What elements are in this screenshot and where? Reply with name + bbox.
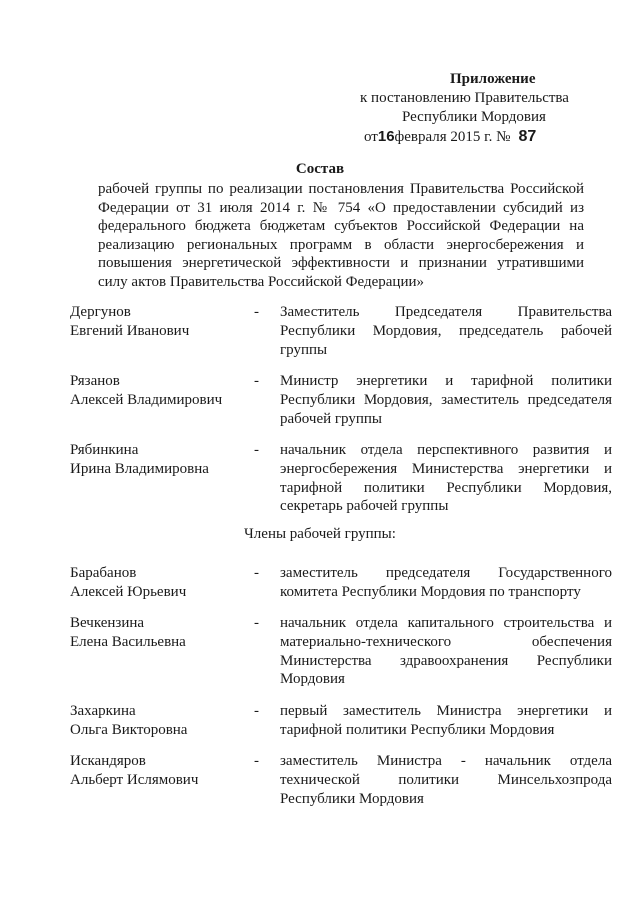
date-prefix: от: [364, 129, 378, 145]
person-given-names: Елена Васильевна: [70, 633, 186, 650]
members-heading: Члены рабочей группы:: [244, 526, 396, 542]
person-given-names: Ирина Владимировна: [70, 460, 209, 477]
person-role: начальник отдела перспективного развития и энергосбережения Министерства энергетики и тарифной политики Республики Мордовия, секретарь рабочей группы: [280, 442, 612, 515]
person-role: начальник отдела капитального строительства и материально-технического обеспечения Министерства здравоохранения Республики Мордовия: [280, 615, 612, 688]
person-surname: Искандяров: [70, 753, 146, 769]
person-name: [70, 702, 245, 740]
composition-title: Состав: [295, 161, 345, 177]
appendix-header: [360, 70, 590, 147]
separator-dash: -: [254, 442, 259, 458]
date-day-handwritten: 16: [377, 128, 395, 145]
composition-description: рабочей группы по реализации постановления Правительства Российской Федерации от 31 июля 2014 г. № 754 «О предоставлении субсидий из федерального бюджета бюджетам субъектов Российской Федерации на реализацию региональных программ в области энергосбережения и повышения энергетической эффективности и признании утратившими силу актов Правительства Российской Федерации»: [98, 181, 584, 290]
person-surname: Барабанов: [70, 565, 137, 581]
person-role: первый заместитель Министра энергетики и тарифной политики Республики Мордовия: [280, 703, 612, 738]
person-given-names: Ольга Викторовна: [70, 721, 188, 738]
separator-dash: -: [254, 615, 259, 631]
person-given-names: Алексей Юрьевич: [70, 583, 187, 600]
person-given-names: Альберт Ислямович: [70, 771, 199, 788]
appendix-title: Приложение: [450, 71, 536, 87]
appendix-line-decree: к постановлению Правительства: [360, 90, 569, 106]
person-name: [70, 564, 245, 602]
person-surname: Рязанов: [70, 373, 120, 389]
person-given-names: Евгений Иванович: [70, 322, 190, 339]
person-name: [70, 303, 245, 341]
person-role: Министр энергетики и тарифной политики Республики Мордовия, заместитель председателя рабочей группы: [280, 373, 612, 427]
separator-dash: -: [254, 753, 259, 769]
decree-number-handwritten: 87: [518, 128, 537, 145]
person-surname: Рябинкина: [70, 442, 139, 458]
separator-dash: -: [254, 565, 259, 581]
person-surname: Вечкензина: [70, 615, 145, 631]
separator-dash: -: [254, 373, 259, 389]
appendix-line-date: [360, 127, 590, 147]
separator-dash: -: [254, 703, 259, 719]
appendix-line-republic: Республики Мордовия: [402, 109, 546, 125]
person-name: [70, 752, 245, 790]
person-surname: Дергунов: [70, 304, 131, 320]
person-name: [70, 614, 245, 652]
person-given-names: Алексей Владимирович: [70, 391, 223, 408]
person-role: заместитель председателя Государственного комитета Республики Мордовия по транспорту: [280, 565, 612, 600]
date-rest: февраля 2015 г. №: [394, 129, 511, 145]
person-role: Заместитель Председателя Правительства Республики Мордовия, председатель рабочей группы: [280, 304, 612, 358]
separator-dash: -: [254, 304, 259, 320]
person-name: [70, 441, 245, 479]
person-name: [70, 372, 245, 410]
person-role: заместитель Министра - начальник отдела технической политики Минсельхозпрода Республики Мордовия: [280, 753, 612, 807]
person-surname: Захаркина: [70, 703, 136, 719]
